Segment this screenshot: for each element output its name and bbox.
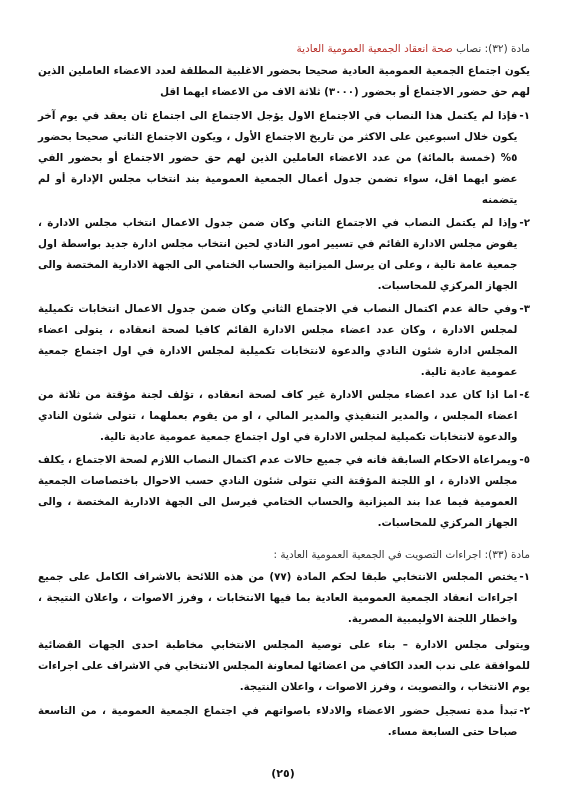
article-33-heading [38,546,530,564]
article-32-number: مادة (٣٢): [484,43,530,55]
article-32-item-1 [38,106,530,211]
item-text: وإذا لم يكتمل النصاب في الاجتماع الثاني وكان ضمن جدول الاعمال انتخاب مجلس الادارة ، يفوض مجلس الادارة القائم في تسيير امور النادي لحين انتخاب مجلس ادارة جديد بواسطة اول جمعية عامة تالية ، وعلى ان يرسل الميزانية والحساب الختامي الى الجهة الادارية المختصة والى الجهاز المركزي للمحاسبات. [38,217,518,292]
article-33-item-1 [38,567,530,630]
article-33-item-2 [38,701,530,743]
item-number: ٢- [519,217,530,229]
article-32-title-plain: نصاب [456,43,482,55]
item-number: ١- [519,110,530,122]
item-text: وفي حالة عدم اكتمال النصاب في الاجتماع الثاني وكان ضمن جدول الاعمال انتخابات تكميلية لمجلس الادارة ، وكان عدد اعضاء مجلس الادارة القائم كافيا لصحة انعقاده ، يتولى اعضاء المجلس ادارة شئون النادي والدعوة لانتخابات تكميلية لمجلس الادارة في اول اجتماع جمعية عمومية عادية تالية. [38,303,518,378]
article-32-item-4 [38,385,530,448]
item-text: ويمراعاة الاحكام السابقة فانه في جميع حالات عدم اكتمال النصاب اللازم لصحة الاجتماع ، يكلف مجلس الادارة ، او اللجنة المؤقتة التي تتولى شئون النادي حسب الاحوال باختصاصات الجمعية العمومية فيما عدا بند الميزانية والحساب الختامي فيرسل الى الجهة الادارية المختصة ، والى الجهاز المركزي للمحاسبات. [37,454,518,529]
page-number: (٢٥) [271,767,295,780]
item-number: ٢- [519,705,530,717]
article-32-item-5 [38,450,530,534]
article-32-item-3 [38,299,530,383]
article-33-paragraph: ويتولى مجلس الادارة – بناء على توصية المجلس الانتخابي مخاطبة احدى الجهات القضائية للموافقة على ندب العدد الكافي من اعضائها لمعاونة المجلس الانتخابي في الاشراف على اجراءات يوم الانتخاب ، والتصويت ، وفرز الاصوات ، واعلان النتيجة. [38,639,530,693]
article-33-number: مادة (٣٣): [484,549,530,561]
article-32-item-2 [38,213,530,297]
item-text: تبدأ مدة تسجيل حضور الاعضاء والادلاء باصواتهم في اجتماع الجمعية العمومية ، من التاسعة صباحا حتى السابعة مساء. [38,705,518,738]
item-text: فإذا لم يكتمل هذا النصاب في الاجتماع الاول يؤجل الاجتماع الى اجتماع ثان يعقد في يوم آخر يكون خلال اسبوعين على الاكثر من تاريخ الاجتماع الأول ، ويكون الاجتماع الثاني صحيحا بحضور ٥% (خمسة بالمائة) من عدد الاعضاء العاملين الذين لهم حق حضور الاجتماع أو بحضور الفي عضو ايهما اقل، سواء تضمن جدول أعمال الجمعية العمومية بند انتخاب مجلس الإدارة أو لم يتضمنه [38,110,518,206]
item-number: ٣- [519,303,530,315]
item-text: يختص المجلس الانتخابي طبقا لحكم المادة (٧٧) من هذه اللائحة بالاشراف الكامل على جميع اجراءات انعقاد الجمعية العمومية العادية بما فيها الانتخابات ، وفرز الاصوات ، واعلان النتيجة ، واخطار اللجنة الاوليمبية المصرية. [38,571,518,625]
article-33-title: اجراءات التصويت في الجمعية العمومية العادية : [273,549,482,561]
article-32-heading [38,40,530,58]
item-text: اما اذا كان عدد اعضاء مجلس الادارة غير كاف لصحة انعقاده ، تؤلف لجنة مؤقتة من ثلاثة من اعضاء المجلس ، والمدير التنفيذي والمدير المالي ، او من يقوم بعملهما ، تتولى شئون النادي والدعوة لانتخابات تكميلية لمجلس الادارة في اول اجتماع جمعية عمومية عادية تالية. [38,389,518,443]
article-32-intro: يكون اجتماع الجمعية العمومية العادية صحيحا بحضور الاغلبية المطلقة لعدد الاعضاء العاملين الذين لهم حق حضور الاجتماع أو بحضور (٣٠٠٠) ثلاثة الاف من الاعضاء ايهما اقل [38,65,530,98]
item-number: ٥- [519,454,530,466]
item-number: ١- [519,571,530,583]
item-number: ٤- [519,389,530,401]
article-32-title-highlight: صحة انعقاد الجمعية العمومية العادية [296,43,453,55]
